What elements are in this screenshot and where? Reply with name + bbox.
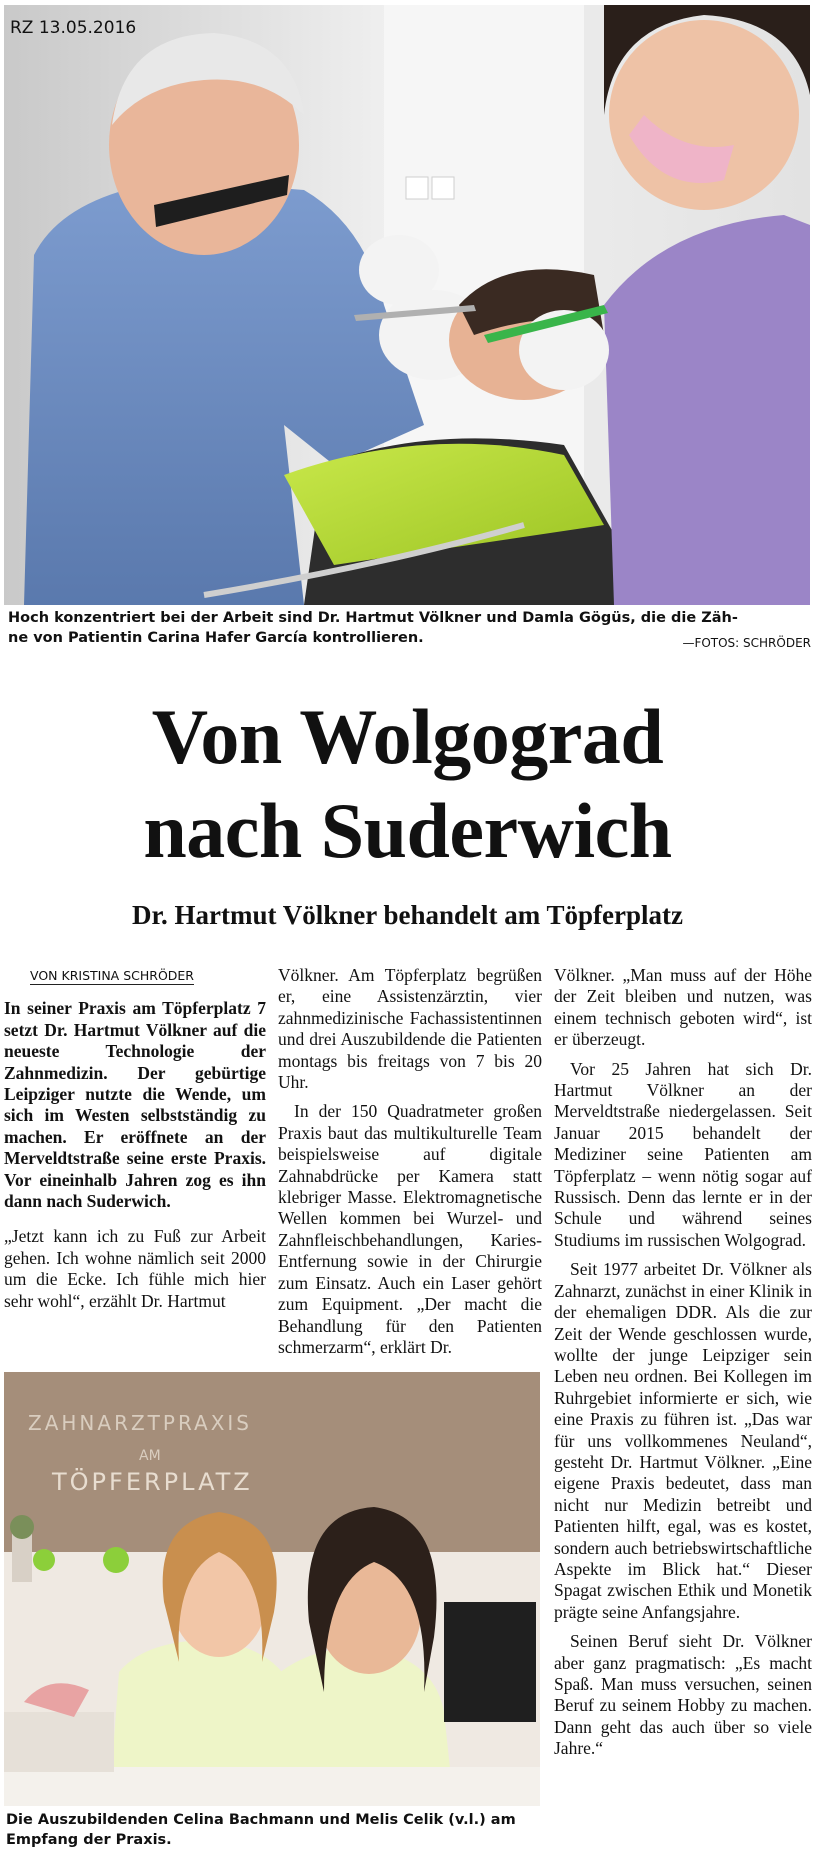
caption-line: ne von Patientin Carina Hafer García kontrollieren. (8, 630, 424, 646)
headline (0, 690, 815, 878)
bottom-photo (4, 1372, 540, 1806)
article-paragraph: Völkner. Am Töpferplatz begrüßen er, eine Assistenzärztin, vier zahnmedizinische Fachassistentinnen und drei Auszubildende die Patienten montags bis freitags von 7 bis 20 Uhr. (278, 965, 542, 1093)
headline-line: nach Suderwich (143, 787, 672, 874)
dental-treatment-illustration (4, 5, 810, 605)
practice-sign-line: TÖPFERPLATZ (52, 1468, 253, 1496)
article-paragraph: In der 150 Quadratmeter großen Praxis baut das multikulturelle Team beispielsweise auf digitale Zahnabdrücke per Kamera statt klebriger Masse. Elektromagnetische Wellen kommen bei Wurzel- und Zahnfleischbehandlungen, Karies-Entfernung sowie in der Chirurgie zum Einsatz. Auch ein Laser gehört zum Equipment. „Der macht die Behandlung für den Patienten schmerzarm“, erklärt Dr. (278, 1101, 542, 1357)
byline-text: VON KRISTINA SCHRÖDER (30, 968, 194, 983)
article-column-2 (278, 965, 542, 1366)
caption-line: Hoch konzentriert bei der Arbeit sind Dr. Hartmut Völkner und Damla Gögüs, die die Zäh- (8, 610, 738, 626)
reception-illustration (4, 1372, 540, 1806)
article-column-3 (554, 965, 812, 1768)
article-paragraph: Völkner. „Man muss auf der Höhe der Zeit bleiben und nutzen, was einem technisch geboten wird“, ist er überzeugt. (554, 965, 812, 1050)
bottom-photo-caption: Die Auszubildenden Celina Bachmann und Melis Celik (v.l.) am Empfang der Praxis. (6, 1812, 516, 1848)
subheadline: Dr. Hartmut Völkner behandelt am Töpferplatz (131, 900, 683, 930)
headline-line: Von Wolgograd (151, 693, 664, 780)
practice-sign-line: ZAHNARZTPRAXIS (28, 1411, 253, 1435)
article-paragraph: Seinen Beruf sieht Dr. Völkner aber ganz pragmatisch: „Es macht Spaß. Man muss versuchen, seinen Beruf zu seinem Hobby zu machen. Dann geht das auch über so viele Jahre.“ (554, 1631, 812, 1759)
photo-credit: —FOTOS: SCHRÖDER (682, 636, 811, 650)
practice-sign-line: AM (139, 1448, 161, 1464)
article-lead: In seiner Praxis am Töpferplatz 7 setzt Dr. Hartmut Völkner auf die neueste Technologie der Zahnmedizin. Der gebürtige Leipziger nutzte die Wende, um sich im Westen selbstständig zu machen. Er eröffnete an der Merveldtstraße seine erste Praxis. Vor eineinhalb Jahren zog es ihn dann nach Suderwich. (4, 998, 266, 1212)
byline (4, 965, 266, 986)
date-label: RZ 13.05.2016 (10, 18, 137, 38)
article-column-1 (4, 965, 266, 1320)
top-photo (4, 5, 810, 605)
article-paragraph: „Jetzt kann ich zu Fuß zur Arbeit gehen. Ich wohne nämlich seit 2000 um die Ecke. Ich fühle mich hier sehr wohl“, erzählt Dr. Hartmut (4, 1226, 266, 1311)
article-paragraph: Seit 1977 arbeitet Dr. Völkner als Zahnarzt, zunächst in einer Klinik in der ehemaligen DDR. Als die zur Zeit der Wende geschlossen wurde, wollte der junge Leipziger sein Leben neu ordnen. Bei Kollegen im Ruhrgebiet informierte er sich, wie eine Praxis zu führen ist. „Das war für uns vollkommenes Neuland“, gesteht Dr. Hartmut Völkner. „Eine eigene Praxis bedeutet, dass man nicht nur Medizin betreibt und Patienten hilft, egal, was es kostet, sondern auch betriebswirtschaftliche Aspekte im Blick hat.“ Dieser Spagat zwischen Ethik und Monetik prägte seine Anfangsjahre. (554, 1259, 812, 1622)
article-paragraph: Vor 25 Jahren hat sich Dr. Hartmut Völkner an der Merveldtstraße niedergelassen. Seit Januar 2015 behandelt der Mediziner seine Patienten am Töpferplatz – wenn nötig sogar auf Russisch. Denn das lernte er in der Schule und während seines Studiums im russischen Wolgograd. (554, 1058, 812, 1250)
